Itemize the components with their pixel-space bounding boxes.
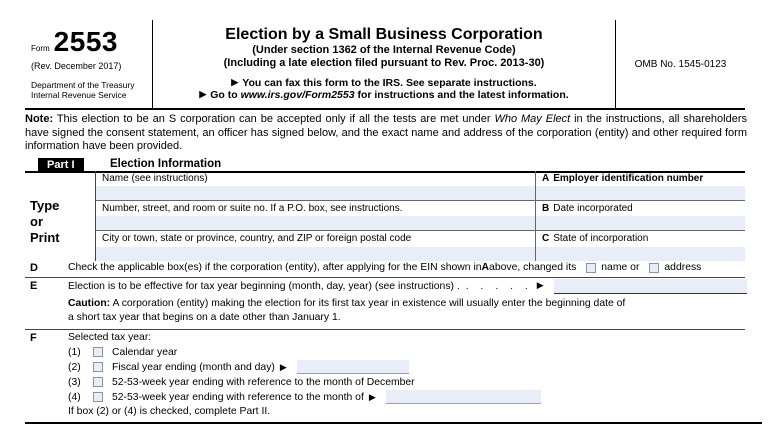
- caution-paragraph: [68, 297, 633, 325]
- right-arrow-icon: [369, 388, 380, 406]
- revision-date: (Rev. December 2017): [31, 61, 122, 71]
- option-1-number: (1): [68, 346, 81, 358]
- right-arrow-icon: [199, 89, 210, 101]
- line-d-letter: D: [30, 262, 38, 274]
- part1-title: Election Information: [109, 158, 222, 170]
- line-d: [68, 262, 768, 273]
- print-word: Print: [30, 230, 60, 245]
- part2-footnote: If box (2) or (4) is checked, complete Part II.: [68, 406, 271, 417]
- tax-year-option-2: [68, 360, 409, 374]
- agency-line1: Department of the Treasury: [31, 80, 135, 90]
- goto-post: for instructions and the latest information.: [354, 89, 569, 101]
- form-word: Form: [31, 44, 50, 53]
- part1-badge: Part I: [38, 158, 84, 173]
- line-d-text-pre: Check the applicable box(es) if the corporation (entity), after applying for the EIN shown in: [68, 262, 482, 273]
- line-d-text-post: above, changed its: [489, 262, 577, 273]
- line-f-letter: F: [30, 332, 37, 344]
- omb-number: OMB No. 1545-0123: [634, 58, 727, 70]
- address-changed-label: address: [664, 262, 702, 273]
- fiscal-year-label: Fiscal year ending (month and day): [112, 361, 275, 373]
- caution-label: Caution:: [68, 298, 111, 309]
- line-d-ref-a: A: [481, 262, 490, 273]
- tax-year-option-1: [68, 345, 177, 359]
- item-a-letter: A: [542, 173, 550, 184]
- week-year-month-label: 52-53-week year ending with reference to the month of: [112, 391, 364, 403]
- caution-text: A corporation (entity) making the election for its first tax year in existence will usually enter the beginning date of a short tax year that begins on a date other than January 1.: [68, 298, 626, 323]
- form-header: [25, 20, 745, 110]
- form-subtitle-1: (Under section 1362 of the Internal Revenue Code): [252, 44, 516, 56]
- divider: [25, 329, 745, 330]
- note-text-post: in the instructions, all shareholders have signed the consent statement, an officer has signed below, and the exact name and address of the corporation (entity) and other required form information have been provided.: [25, 113, 747, 152]
- state-incorporation-cell: [536, 231, 745, 261]
- note-text-pre: This election to be an S corporation can be accepted only if all the tests are met under: [53, 113, 495, 125]
- city-cell: [96, 231, 536, 261]
- name-cell: [96, 171, 536, 200]
- state-incorporation-input[interactable]: [536, 247, 745, 261]
- line-e-letter: E: [30, 280, 38, 292]
- item-b-letter: B: [542, 203, 550, 214]
- street-input[interactable]: [96, 216, 535, 230]
- table-row: [96, 201, 745, 231]
- week-year-month-checkbox[interactable]: [93, 392, 103, 402]
- form-subtitle-2: (Including a late election filed pursuant to Rev. Proc. 2013-30): [223, 57, 545, 69]
- or-word: or: [30, 214, 43, 229]
- name-changed-label: name or: [601, 262, 640, 273]
- item-c-letter: C: [542, 233, 550, 244]
- name-changed-checkbox[interactable]: [586, 263, 596, 273]
- line-e: [68, 279, 747, 294]
- week-year-december-checkbox[interactable]: [93, 377, 103, 387]
- fax-instruction: You can fax this form to the IRS. See separate instructions.: [242, 77, 537, 89]
- street-cell: [96, 201, 536, 230]
- table-row: [96, 171, 745, 201]
- fiscal-year-ending-input[interactable]: [297, 360, 409, 374]
- divider: [25, 277, 745, 278]
- right-arrow-icon: [537, 281, 548, 292]
- option-2-number: (2): [68, 361, 81, 373]
- form-id-block: [25, 20, 153, 108]
- date-incorporated-input[interactable]: [536, 216, 745, 230]
- note-paragraph: [25, 113, 747, 154]
- form-title: Election by a Small Business Corporation: [225, 26, 543, 43]
- goto-pre: Go to: [210, 89, 241, 101]
- tax-year-option-4: [68, 390, 541, 404]
- option-4-number: (4): [68, 391, 81, 403]
- address-changed-checkbox[interactable]: [649, 263, 659, 273]
- calendar-year-label: Calendar year: [112, 346, 178, 358]
- street-label: Number, street, and room or suite no. If a P.O. box, see instructions.: [102, 203, 403, 214]
- section-divider: [25, 422, 762, 424]
- form-title-block: [153, 20, 615, 108]
- city-input[interactable]: [96, 247, 535, 261]
- entity-info-table: [95, 171, 745, 261]
- leader-dots: . . . . .: [465, 281, 529, 292]
- right-arrow-icon: [231, 77, 242, 89]
- fiscal-year-checkbox[interactable]: [93, 362, 103, 372]
- effective-date-input[interactable]: [554, 279, 747, 294]
- tax-year-option-3: [68, 375, 415, 389]
- name-label: Name (see instructions): [102, 173, 208, 184]
- type-or-print-label: [30, 198, 92, 246]
- irs-url: www.irs.gov/Form2553: [240, 89, 355, 101]
- date-incorporated-label: Date incorporated: [553, 203, 633, 214]
- line-f-label: Selected tax year:: [68, 332, 152, 343]
- agency-line2: Internal Revenue Service: [31, 90, 127, 100]
- table-row: [96, 231, 745, 261]
- type-word: Type: [30, 198, 60, 213]
- name-input[interactable]: [96, 186, 535, 200]
- date-incorporated-cell: [536, 201, 745, 230]
- option-3-number: (3): [68, 376, 81, 388]
- calendar-year-checkbox[interactable]: [93, 347, 103, 357]
- ein-input[interactable]: [536, 186, 745, 200]
- line-e-text: Election is to be effective for tax year beginning (month, day, year) (see instructions) .: [68, 281, 460, 292]
- state-incorporation-label: State of incorporation: [553, 233, 649, 244]
- note-label: Note:: [25, 113, 54, 125]
- city-label: City or town, state or province, country, and ZIP or foreign postal code: [102, 233, 412, 244]
- week-year-december-label: 52-53-week year ending with reference to the month of December: [112, 376, 415, 388]
- week-year-month-input[interactable]: [386, 390, 541, 404]
- note-italic: Who May Elect: [494, 113, 571, 125]
- ein-label: Employer identification number: [553, 173, 704, 184]
- ein-cell: [536, 171, 745, 200]
- right-arrow-icon: [280, 358, 291, 376]
- form-number: 2553: [53, 26, 118, 57]
